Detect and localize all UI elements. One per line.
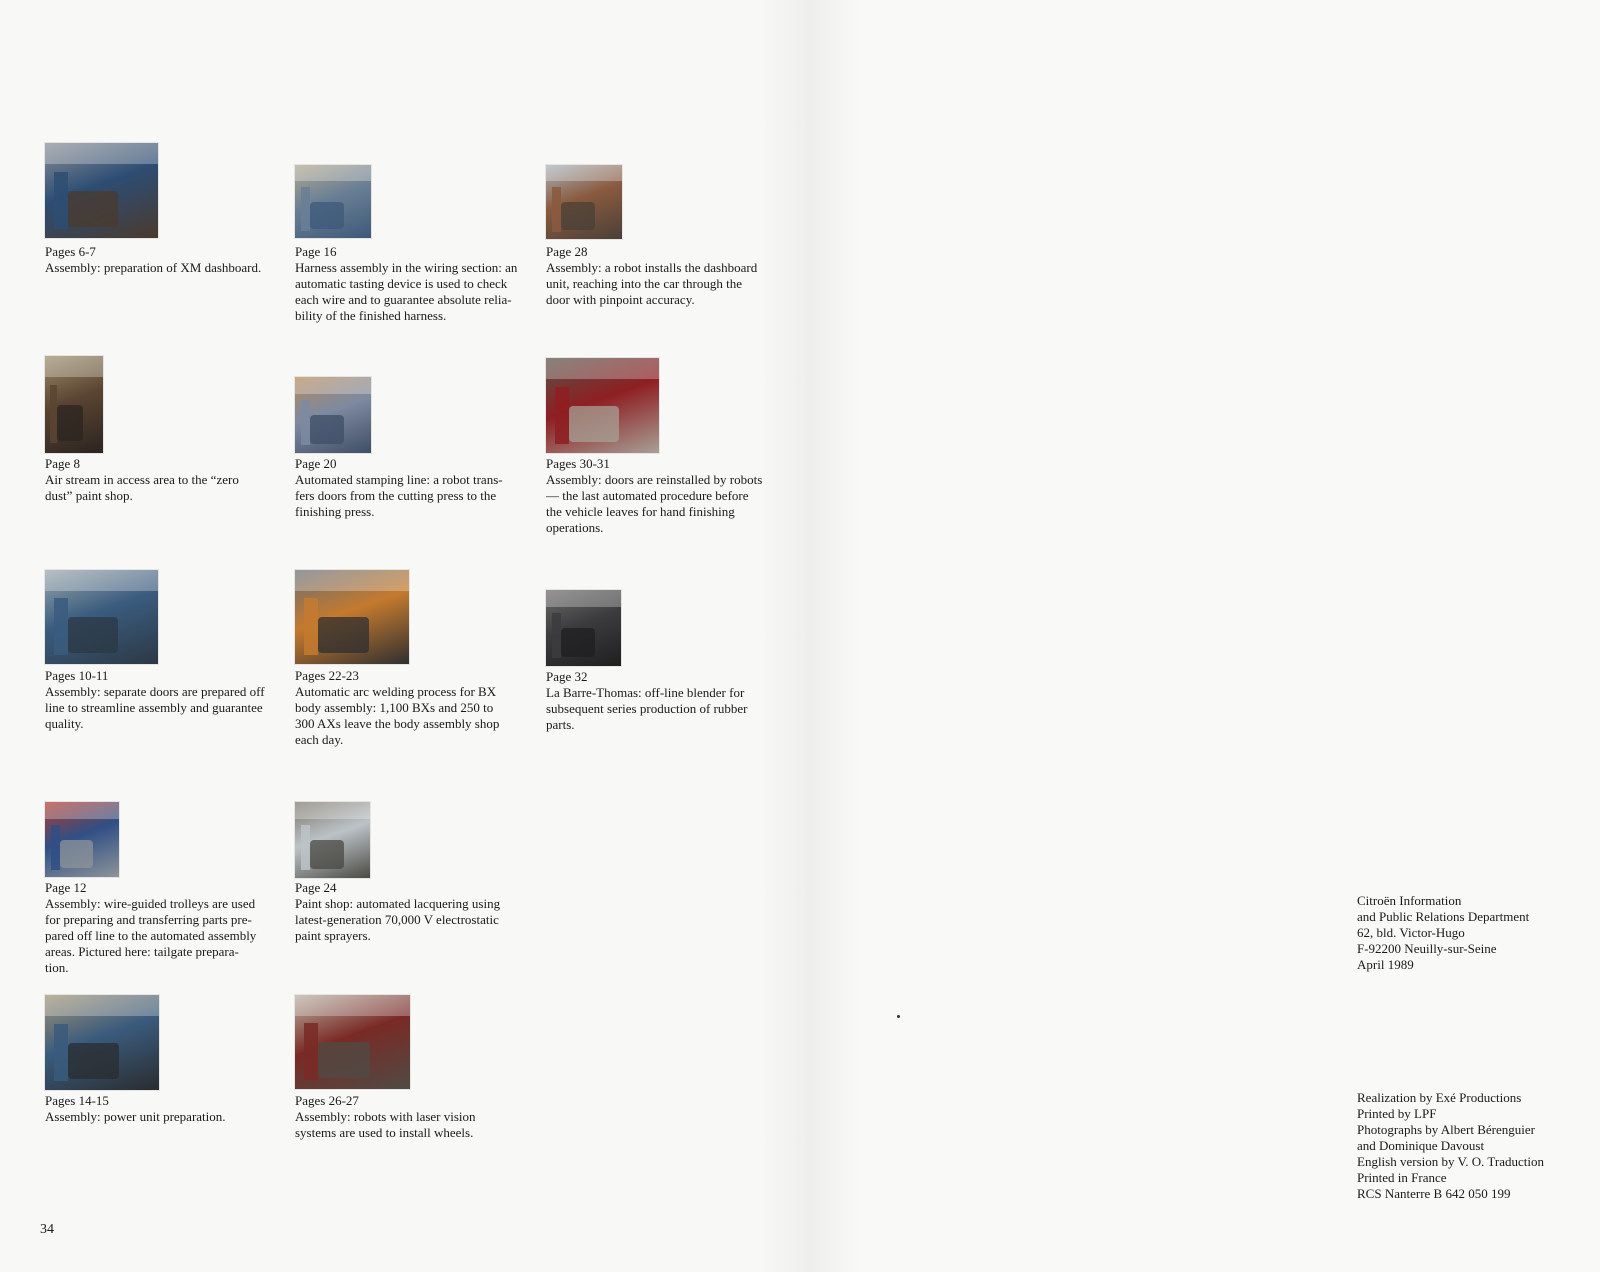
caption-line: pared off line to the automated assembly (45, 928, 257, 943)
caption-line: Assembly: a robot installs the dashboard (546, 260, 758, 275)
caption-page-ref: Pages 14-15 (45, 1093, 109, 1108)
caption-page-ref: Page 16 (295, 244, 337, 259)
caption-description (546, 685, 768, 733)
caption-line: — the last automated procedure before (546, 488, 749, 503)
caption-line: paint sprayers. (295, 928, 371, 943)
photo-thumbnail (45, 802, 119, 877)
caption-description (546, 472, 768, 536)
photo-thumbnail (295, 995, 410, 1089)
caption-line: latest-generation 70,000 V electrostatic (295, 912, 499, 927)
caption-line: body assembly: 1,100 BXs and 250 to (295, 700, 494, 715)
caption-description (295, 1109, 517, 1141)
caption-page-ref: Pages 22-23 (295, 668, 359, 683)
caption-line: for preparing and transferring parts pre- (45, 912, 252, 927)
caption-page-ref: Page 20 (295, 456, 337, 471)
publisher-line: April 1989 (1357, 957, 1414, 972)
photo-thumbnail (295, 802, 370, 878)
caption-line: fers doors from the cutting press to the (295, 488, 497, 503)
caption-page-ref: Pages 26-27 (295, 1093, 359, 1108)
caption-description (45, 1109, 267, 1125)
caption-description (45, 472, 267, 504)
caption-page-ref: Page 24 (295, 880, 337, 895)
page-number: 34 (40, 1222, 54, 1237)
caption-description (295, 472, 517, 520)
caption-line: Paint shop: automated lacquering using (295, 896, 501, 911)
caption-page-ref: Page 28 (546, 244, 588, 259)
caption-line: Assembly: wire-guided trolleys are used (45, 896, 256, 911)
caption-line: Automatic arc welding process for BX (295, 684, 497, 699)
caption-description (295, 896, 517, 944)
publisher-line: 62, bld. Victor-Hugo (1357, 925, 1465, 940)
caption-line: La Barre-Thomas: off-line blender for (546, 685, 745, 700)
caption-page-ref: Page 32 (546, 669, 588, 684)
caption-line: bility of the finished harness. (295, 308, 447, 323)
photo-thumbnail (546, 358, 659, 453)
caption-line: finishing press. (295, 504, 375, 519)
caption-line: Automated stamping line: a robot trans- (295, 472, 503, 487)
publisher-address (1357, 893, 1529, 973)
caption-page-ref: Page 12 (45, 880, 87, 895)
credits-line: English version by V. O. Traduction (1357, 1154, 1544, 1169)
photo-thumbnail (45, 995, 159, 1090)
caption-description (45, 684, 267, 732)
caption-description (45, 260, 267, 276)
caption-line: each day. (295, 732, 344, 747)
caption-page-ref: Page 8 (45, 456, 81, 471)
caption-line: operations. (546, 520, 604, 535)
caption-page-ref: Pages 10-11 (45, 668, 109, 683)
credits-line: and Dominique Davoust (1357, 1138, 1485, 1153)
caption-line: Air stream in access area to the “zero (45, 472, 239, 487)
page-gutter (760, 0, 860, 1272)
photo-thumbnail (295, 570, 409, 664)
photo-thumbnail (546, 590, 621, 666)
photo-thumbnail (295, 377, 371, 453)
caption-description (295, 260, 517, 324)
caption-line: Assembly: separate doors are prepared off (45, 684, 265, 699)
credits-line: Realization by Exé Productions (1357, 1090, 1522, 1105)
caption-line: parts. (546, 717, 575, 732)
caption-page-ref: Pages 30-31 (546, 456, 610, 471)
photo-thumbnail (295, 165, 371, 238)
caption-line: the vehicle leaves for hand finishing (546, 504, 735, 519)
caption-page-ref: Pages 6-7 (45, 244, 96, 259)
print-speck (897, 1015, 900, 1018)
caption-line: Assembly: preparation of XM dashboard. (45, 260, 262, 275)
caption-description (295, 684, 517, 748)
caption-line: each wire and to guarantee absolute relia- (295, 292, 512, 307)
photo-thumbnail (45, 143, 158, 238)
publisher-line: Citroën Information (1357, 893, 1462, 908)
caption-line: door with pinpoint accuracy. (546, 292, 695, 307)
caption-line: tion. (45, 960, 69, 975)
credits-line: RCS Nanterre B 642 050 199 (1357, 1186, 1511, 1201)
caption-description (45, 896, 267, 976)
caption-line: dust” paint shop. (45, 488, 133, 503)
caption-line: line to streamline assembly and guarantee (45, 700, 263, 715)
credits-line: Printed by LPF (1357, 1106, 1437, 1121)
photo-thumbnail (546, 165, 622, 239)
caption-description (546, 260, 768, 308)
publisher-line: and Public Relations Department (1357, 909, 1530, 924)
caption-line: automatic tasting device is used to check (295, 276, 508, 291)
caption-line: quality. (45, 716, 84, 731)
caption-line: 300 AXs leave the body assembly shop (295, 716, 500, 731)
publisher-line: F-92200 Neuilly-sur-Seine (1357, 941, 1497, 956)
photo-thumbnail (45, 570, 158, 664)
caption-line: subsequent series production of rubber (546, 701, 748, 716)
credits-line: Photographs by Albert Bérenguier (1357, 1122, 1535, 1137)
photo-thumbnail (45, 356, 103, 453)
caption-line: systems are used to install wheels. (295, 1125, 474, 1140)
caption-line: Assembly: power unit preparation. (45, 1109, 226, 1124)
caption-line: Assembly: doors are reinstalled by robots (546, 472, 763, 487)
caption-line: areas. Pictured here: tailgate prepara- (45, 944, 239, 959)
caption-line: Harness assembly in the wiring section: an (295, 260, 518, 275)
caption-line: Assembly: robots with laser vision (295, 1109, 476, 1124)
credits-line: Printed in France (1357, 1170, 1447, 1185)
caption-line: unit, reaching into the car through the (546, 276, 743, 291)
right-page (860, 0, 1600, 1272)
production-credits (1357, 1090, 1544, 1202)
